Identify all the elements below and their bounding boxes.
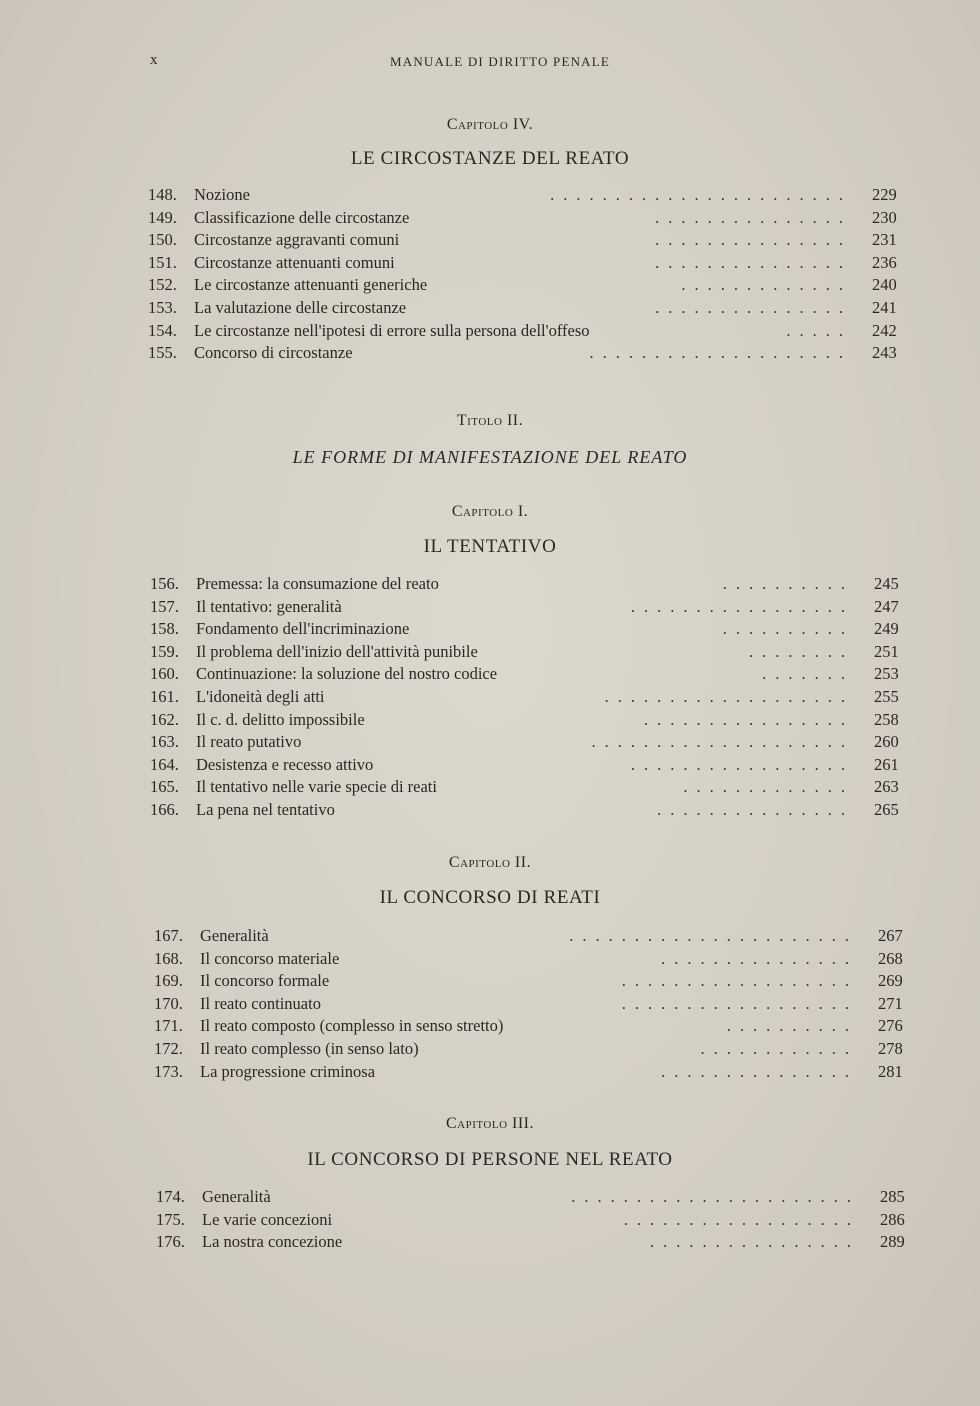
entry-text: Continuazione: la soluzione del nostro codice bbox=[196, 664, 498, 684]
entry-text: L'idoneità degli atti bbox=[196, 686, 325, 706]
toc-list bbox=[154, 925, 914, 1083]
part-label: Titolo II. bbox=[456, 412, 524, 429]
entry-text: Il problema dell'inizio dell'attività punibile bbox=[196, 641, 478, 661]
entry-page: 231 bbox=[872, 230, 897, 250]
chapter-label: Capitolo I. bbox=[451, 503, 529, 520]
chapter-label: Capitolo III. bbox=[445, 1115, 534, 1132]
leader-dots: .................... bbox=[591, 732, 854, 752]
entry-number: 173. bbox=[154, 1061, 183, 1081]
entry-text: Il reato composto (complesso in senso stretto) bbox=[200, 1016, 504, 1036]
chapter-title: IL CONCORSO DI REATI bbox=[379, 887, 601, 908]
entry-number: 174. bbox=[156, 1187, 185, 1206]
entry-text: Nozione bbox=[194, 185, 250, 204]
leader-dots: ................... bbox=[604, 686, 854, 706]
entry-text: La pena nel tentativo bbox=[196, 799, 335, 819]
entry-page: 261 bbox=[874, 754, 899, 774]
entry-page: 269 bbox=[878, 971, 903, 991]
entry-text: Le circostanze attenuanti generiche bbox=[194, 275, 428, 295]
entry-text: Il tentativo: generalità bbox=[196, 596, 342, 616]
toc-entry[interactable] bbox=[154, 993, 914, 1016]
toc-entry[interactable] bbox=[148, 297, 908, 320]
chapter-title: IL TENTATIVO bbox=[423, 536, 557, 557]
entry-number: 154. bbox=[148, 320, 177, 340]
leader-dots: ................. bbox=[630, 754, 854, 774]
entry-text: Concorso di circostanze bbox=[194, 343, 353, 363]
entry-text: La progressione criminosa bbox=[200, 1061, 376, 1081]
toc-entry[interactable] bbox=[150, 573, 910, 596]
toc-entry[interactable] bbox=[148, 274, 908, 297]
chapter-title: LE CIRCOSTANZE DEL REATO bbox=[350, 148, 630, 169]
entry-number: 151. bbox=[148, 252, 177, 272]
entry-number: 161. bbox=[150, 686, 179, 706]
entry-number: 170. bbox=[154, 993, 183, 1013]
toc-entry[interactable] bbox=[150, 596, 910, 619]
toc-entry[interactable] bbox=[148, 207, 908, 230]
entry-number: 175. bbox=[156, 1209, 185, 1229]
entry-page: 229 bbox=[872, 185, 897, 204]
entry-text: Il reato complesso (in senso lato) bbox=[200, 1038, 419, 1058]
leader-dots: ............. bbox=[683, 777, 854, 797]
entry-number: 176. bbox=[156, 1232, 185, 1252]
toc-entry[interactable] bbox=[156, 1186, 916, 1209]
entry-page: 247 bbox=[874, 596, 899, 616]
leader-dots: ............... bbox=[655, 230, 852, 250]
leader-dots: ....................... bbox=[550, 185, 852, 204]
toc-list bbox=[148, 184, 908, 365]
entry-text: Generalità bbox=[202, 1187, 271, 1206]
entry-page: 285 bbox=[880, 1187, 905, 1206]
entry-page: 255 bbox=[874, 686, 899, 706]
toc-entry[interactable] bbox=[148, 229, 908, 252]
entry-text: Il c. d. delitto impossibile bbox=[196, 709, 365, 729]
entry-page: 253 bbox=[874, 664, 899, 684]
leader-dots: .......... bbox=[722, 619, 854, 639]
running-title: MANUALE DI DIRITTO PENALE bbox=[390, 54, 611, 69]
entry-number: 153. bbox=[148, 297, 177, 317]
entry-page: 230 bbox=[872, 207, 897, 227]
toc-entry[interactable] bbox=[148, 184, 908, 207]
entry-page: 245 bbox=[874, 574, 899, 593]
entry-text: Desistenza e recesso attivo bbox=[196, 754, 374, 774]
toc-entry[interactable] bbox=[148, 342, 908, 365]
entry-text: Il reato continuato bbox=[200, 993, 321, 1013]
toc-entry[interactable] bbox=[150, 709, 910, 732]
toc-entry[interactable] bbox=[150, 799, 910, 822]
toc-entry[interactable] bbox=[154, 1038, 914, 1061]
entry-number: 149. bbox=[148, 207, 177, 227]
entry-text: Classificazione delle circostanze bbox=[194, 207, 410, 227]
leader-dots: ....... bbox=[762, 664, 854, 684]
entry-number: 158. bbox=[150, 619, 179, 639]
leader-dots: .................. bbox=[621, 993, 858, 1013]
leader-dots: .................. bbox=[623, 1209, 860, 1229]
toc-entry[interactable] bbox=[150, 754, 910, 777]
entry-number: 168. bbox=[154, 948, 183, 968]
entry-number: 156. bbox=[150, 574, 179, 593]
entry-page: 249 bbox=[874, 619, 899, 639]
toc-entry[interactable] bbox=[154, 1015, 914, 1038]
leader-dots: ................. bbox=[630, 596, 854, 616]
entry-text: La valutazione delle circostanze bbox=[194, 297, 407, 317]
entry-number: 164. bbox=[150, 754, 179, 774]
entry-number: 169. bbox=[154, 971, 183, 991]
entry-number: 171. bbox=[154, 1016, 183, 1036]
toc-entry[interactable] bbox=[150, 731, 910, 754]
entry-number: 172. bbox=[154, 1038, 183, 1058]
entry-page: 241 bbox=[872, 297, 897, 317]
toc-entry[interactable] bbox=[154, 948, 914, 971]
toc-entry[interactable] bbox=[154, 925, 914, 948]
entry-page: 286 bbox=[880, 1209, 905, 1229]
part-title: LE FORME DI MANIFESTAZIONE DEL REATO bbox=[292, 447, 688, 467]
entry-page: 236 bbox=[872, 252, 897, 272]
entry-text: Generalità bbox=[200, 926, 269, 945]
toc-entry[interactable] bbox=[154, 1061, 914, 1084]
entry-number: 155. bbox=[148, 343, 177, 363]
toc-entry[interactable] bbox=[148, 252, 908, 275]
leader-dots: ............... bbox=[661, 948, 858, 968]
entry-page: 281 bbox=[878, 1061, 903, 1081]
entry-number: 148. bbox=[148, 185, 177, 204]
chapter-title: IL CONCORSO DI PERSONE NEL REATO bbox=[307, 1149, 673, 1170]
leader-dots: .................... bbox=[589, 343, 852, 363]
leader-dots: ........ bbox=[749, 641, 854, 661]
leader-dots: .......... bbox=[726, 1016, 858, 1036]
toc-entry[interactable] bbox=[156, 1231, 916, 1254]
leader-dots: ................ bbox=[644, 709, 854, 729]
toc-list bbox=[156, 1186, 916, 1254]
leader-dots: ............... bbox=[655, 297, 852, 317]
entry-number: 160. bbox=[150, 664, 179, 684]
entry-page: 289 bbox=[880, 1232, 905, 1252]
entry-text: Il concorso formale bbox=[200, 971, 330, 991]
leader-dots: ...................... bbox=[571, 1187, 860, 1206]
entry-number: 162. bbox=[150, 709, 179, 729]
entry-text: Circostanze aggravanti comuni bbox=[194, 230, 400, 250]
entry-text: Il concorso materiale bbox=[200, 948, 340, 968]
page-number: x bbox=[150, 52, 159, 68]
entry-text: La nostra concezione bbox=[202, 1232, 343, 1252]
toc-entry[interactable] bbox=[150, 618, 910, 641]
leader-dots: ............... bbox=[661, 1061, 858, 1081]
entry-text: Le circostanze nell'ipotesi di errore sulla persona dell'offeso bbox=[194, 320, 590, 340]
toc-entry[interactable] bbox=[150, 776, 910, 799]
entry-text: Premessa: la consumazione del reato bbox=[196, 574, 439, 593]
toc-entry[interactable] bbox=[150, 663, 910, 686]
toc-entry[interactable] bbox=[150, 686, 910, 709]
chapter-label: Capitolo IV. bbox=[446, 116, 534, 133]
entry-text: Il tentativo nelle varie specie di reati bbox=[196, 777, 437, 797]
entry-page: 240 bbox=[872, 275, 897, 295]
entry-page: 278 bbox=[878, 1038, 903, 1058]
leader-dots: ................ bbox=[650, 1232, 860, 1252]
entry-page: 251 bbox=[874, 641, 899, 661]
entry-text: Circostanze attenuanti comuni bbox=[194, 252, 395, 272]
leader-dots: ............... bbox=[655, 252, 852, 272]
entry-page: 243 bbox=[872, 343, 897, 363]
entry-number: 150. bbox=[148, 230, 177, 250]
entry-page: 265 bbox=[874, 799, 899, 819]
chapter-label: Capitolo II. bbox=[448, 854, 532, 871]
leader-dots: ............... bbox=[655, 207, 852, 227]
entry-number: 163. bbox=[150, 732, 179, 752]
entry-text: Le varie concezioni bbox=[202, 1209, 333, 1229]
entry-page: 268 bbox=[878, 948, 903, 968]
entry-page: 267 bbox=[878, 926, 903, 945]
leader-dots: ..... bbox=[786, 320, 852, 340]
leader-dots: .......... bbox=[722, 574, 854, 593]
entry-page: 263 bbox=[874, 777, 899, 797]
entry-page: 242 bbox=[872, 320, 897, 340]
entry-number: 159. bbox=[150, 641, 179, 661]
leader-dots: ............. bbox=[681, 275, 852, 295]
entry-page: 276 bbox=[878, 1016, 903, 1036]
entry-number: 165. bbox=[150, 777, 179, 797]
entry-page: 258 bbox=[874, 709, 899, 729]
leader-dots: .................. bbox=[621, 971, 858, 991]
leader-dots: ............ bbox=[700, 1038, 858, 1058]
entry-page: 271 bbox=[878, 993, 903, 1013]
entry-number: 167. bbox=[154, 926, 183, 945]
entry-number: 166. bbox=[150, 799, 179, 819]
entry-page: 260 bbox=[874, 732, 899, 752]
toc-entry[interactable] bbox=[148, 320, 908, 343]
toc-entry[interactable] bbox=[154, 970, 914, 993]
toc-entry[interactable] bbox=[156, 1209, 916, 1232]
toc-list bbox=[150, 573, 910, 822]
entry-number: 152. bbox=[148, 275, 177, 295]
entry-number: 157. bbox=[150, 596, 179, 616]
toc-entry[interactable] bbox=[150, 641, 910, 664]
entry-text: Fondamento dell'incriminazione bbox=[196, 619, 410, 639]
leader-dots: ............... bbox=[657, 799, 854, 819]
entry-text: Il reato putativo bbox=[196, 732, 302, 752]
leader-dots: ...................... bbox=[569, 926, 858, 945]
